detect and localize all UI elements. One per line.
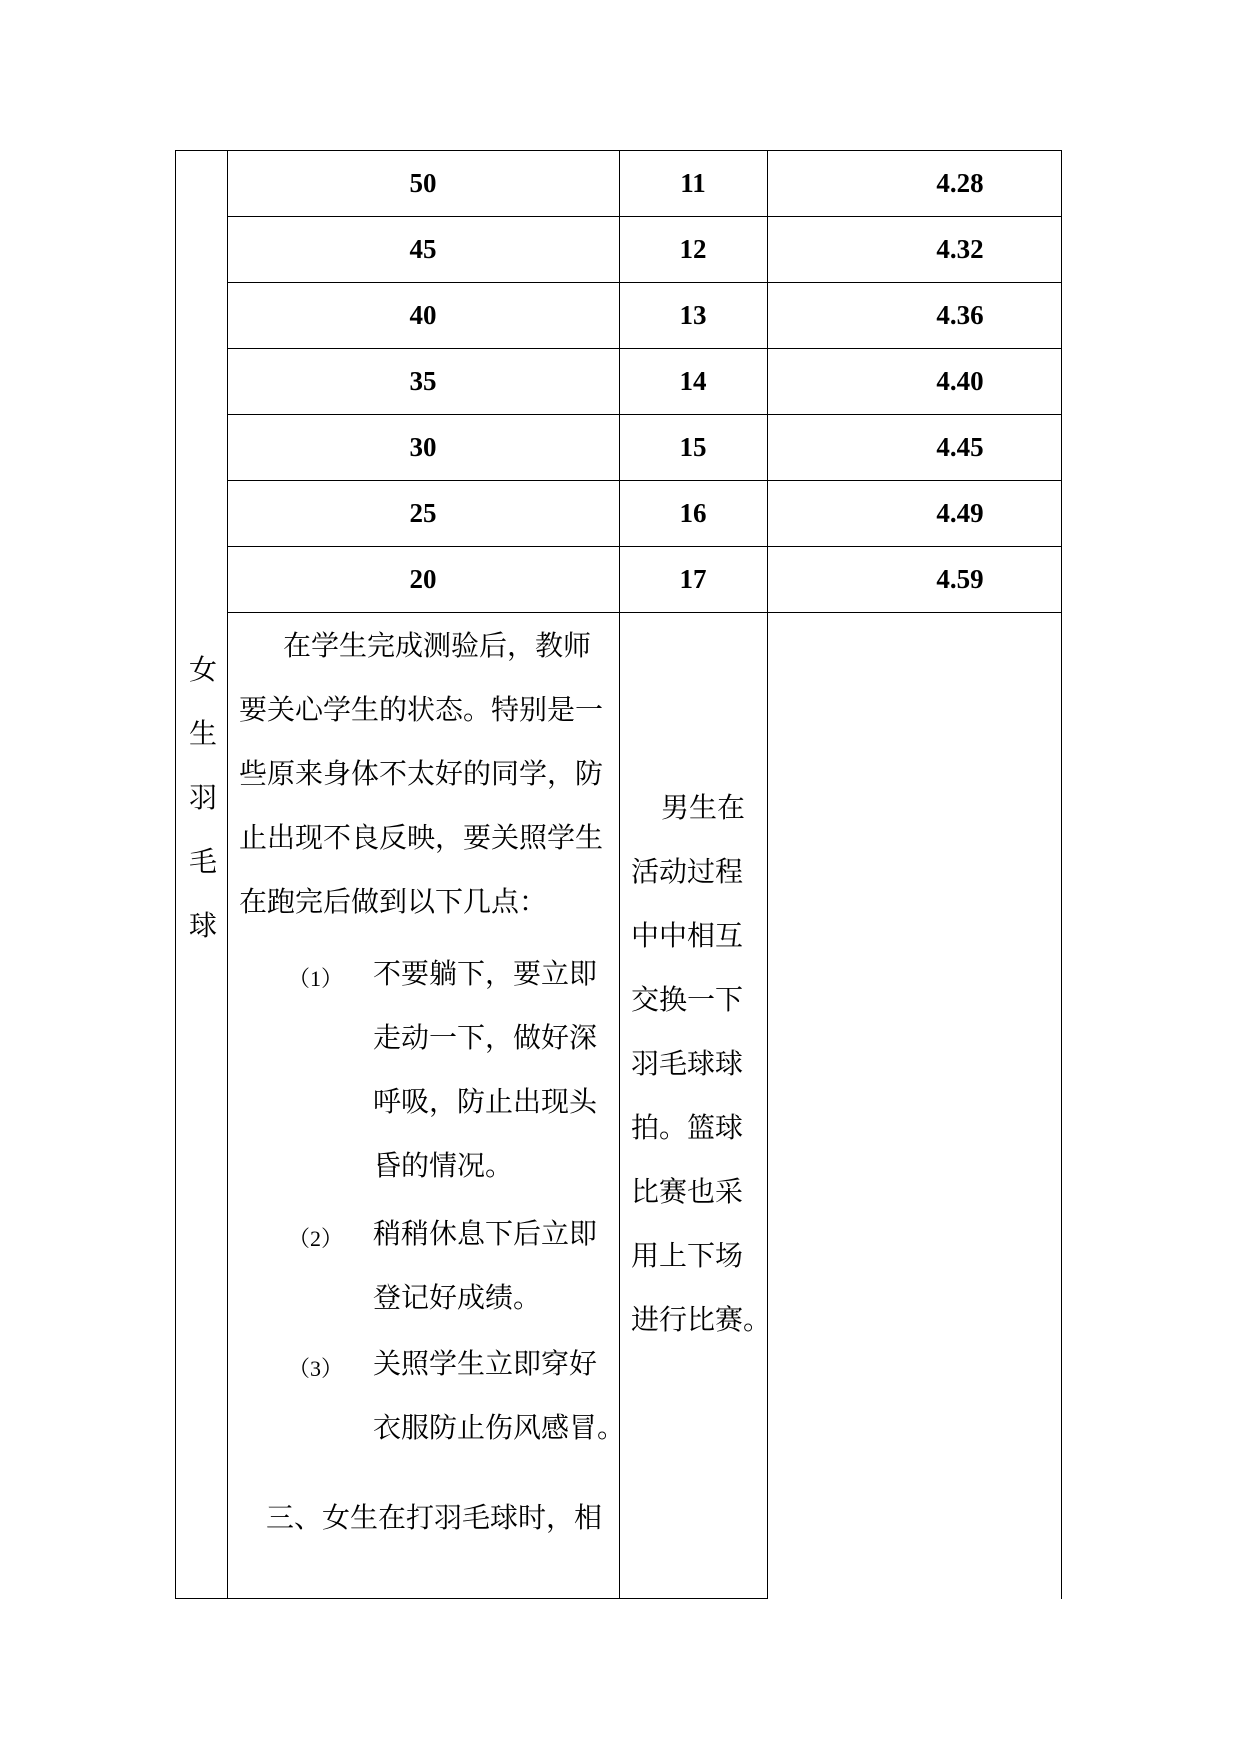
boys-line: 比赛也采: [631, 1175, 744, 1208]
item-line: 关照学生立即穿好: [373, 1347, 598, 1380]
item-marker: （1）: [288, 966, 344, 991]
cell-col3: 4.36: [936, 300, 984, 330]
side-char: 女: [188, 653, 217, 686]
item-line: 稍稍休息下后立即: [373, 1217, 598, 1250]
boys-line: 用上下场: [631, 1239, 744, 1272]
item-marker: （2）: [288, 1226, 344, 1251]
row-divider: [227, 216, 1061, 217]
notes-line: 在跑完后做到以下几点：: [239, 885, 548, 918]
cell-col2: 17: [679, 564, 707, 594]
cell-col1: 45: [409, 234, 437, 264]
row-divider: [227, 414, 1061, 415]
cell-col2: 15: [679, 432, 707, 462]
item-line: 呼吸，防止出现头: [373, 1085, 598, 1118]
table-bottom-border: [175, 1598, 768, 1599]
right-border: [1061, 150, 1062, 1599]
side-char: 球: [188, 909, 217, 942]
boys-line: 活动过程: [631, 855, 744, 888]
notes-line: 些原来身体不太好的同学，防: [239, 757, 604, 790]
cell-col1: 50: [409, 168, 437, 198]
col-divider: [767, 150, 768, 1599]
side-char: 毛: [188, 845, 217, 878]
cell-col2: 16: [679, 498, 707, 528]
cell-col3: 4.40: [936, 366, 984, 396]
row-divider: [227, 348, 1061, 349]
cell-col3: 4.28: [936, 168, 984, 198]
cell-col3: 4.45: [936, 432, 984, 462]
item-line: 衣服防止伤风感冒。: [373, 1411, 626, 1444]
notes-line: 在学生完成测验后，教师: [283, 629, 592, 662]
cell-col2: 13: [679, 300, 707, 330]
row-divider: [227, 282, 1061, 283]
cell-col1: 35: [409, 366, 437, 396]
side-char: 羽: [188, 781, 217, 814]
boys-line: 羽毛球球: [631, 1047, 744, 1080]
boys-line: 中中相互: [631, 919, 744, 952]
notes-line: 止出现不良反映，要关照学生: [239, 821, 604, 854]
cell-col1: 25: [409, 498, 437, 528]
boys-line: 男生在: [661, 791, 746, 824]
row-divider: [227, 546, 1061, 547]
left-border: [175, 150, 176, 1599]
boys-line: 拍。篮球: [631, 1111, 744, 1144]
item-line: 登记好成绩。: [373, 1281, 542, 1314]
cell-col3: 4.59: [936, 564, 984, 594]
notes-line: 要关心学生的状态。特别是一: [239, 693, 604, 726]
side-label: [180, 638, 226, 958]
item-line: 走动一下，做好深: [373, 1021, 598, 1054]
cell-col1: 20: [409, 564, 437, 594]
cell-col3: 4.32: [936, 234, 984, 264]
boys-line: 进行比赛。: [631, 1303, 772, 1336]
side-char: 生: [188, 717, 217, 750]
item-line: 昏的情况。: [373, 1149, 514, 1182]
item-line: 不要躺下，要立即: [373, 957, 598, 990]
cell-col1: 30: [409, 432, 437, 462]
cell-col3: 4.49: [936, 498, 984, 528]
row-divider: [227, 480, 1061, 481]
cell-col2: 11: [680, 168, 706, 198]
boys-line: 交换一下: [631, 983, 744, 1016]
table-top-border: [175, 150, 1061, 151]
cell-col2: 12: [679, 234, 707, 264]
cell-col2: 14: [679, 366, 707, 396]
item-marker: （3）: [288, 1356, 344, 1381]
cell-col1: 40: [409, 300, 437, 330]
row-divider: [227, 612, 1061, 613]
section-line: 三、女生在打羽毛球时，相: [266, 1501, 603, 1534]
